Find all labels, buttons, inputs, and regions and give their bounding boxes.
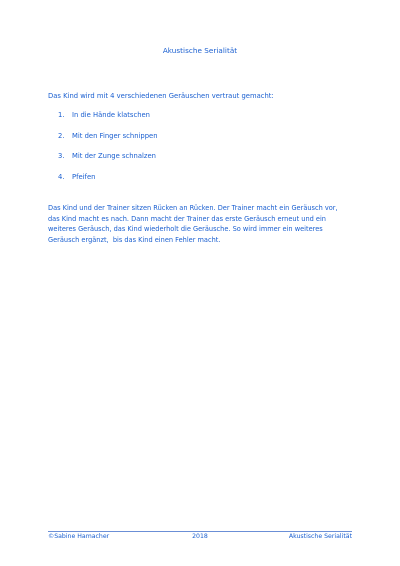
paragraph-line: weiteres Geräusch, das Kind wiederholt die Geräusche. So wird immer ein weiteres	[48, 225, 323, 233]
page-title: Akustische Serialität	[162, 46, 238, 55]
step-number: 1.	[58, 111, 65, 119]
footer-year: 2018	[192, 533, 208, 540]
footer-divider	[48, 531, 352, 532]
step-text: In die Hände klatschen	[72, 111, 150, 119]
paragraph-line: Geräusch ergänzt, bis das Kind einen Fehler macht.	[48, 235, 221, 244]
step-text: Mit den Finger schnippen	[72, 131, 158, 140]
list-item	[58, 132, 158, 153]
list-item	[58, 173, 158, 194]
footer-author: ©Sabine Hamacher	[48, 533, 110, 540]
list-item	[58, 152, 158, 173]
step-text: Pfeifen	[72, 172, 96, 181]
footer-topic: Akustische Serialität	[288, 533, 352, 540]
step-number: 4.	[58, 172, 65, 181]
steps-list	[58, 111, 158, 193]
instruction-paragraph	[48, 203, 358, 245]
step-number: 3.	[58, 152, 65, 161]
intro-text: Das Kind wird mit 4 verschiedenen Geräuschen vertraut gemacht:	[48, 92, 274, 100]
paragraph-line: das Kind macht es nach. Dann macht der Trainer das erste Geräusch erneut und ein	[48, 214, 326, 223]
step-number: 2.	[58, 131, 65, 140]
step-text: Mit der Zunge schnalzen	[72, 152, 156, 161]
paragraph-line: Das Kind und der Trainer sitzen Rücken an Rücken. Der Trainer macht ein Geräusch vor,	[48, 204, 338, 212]
list-item	[58, 111, 158, 132]
